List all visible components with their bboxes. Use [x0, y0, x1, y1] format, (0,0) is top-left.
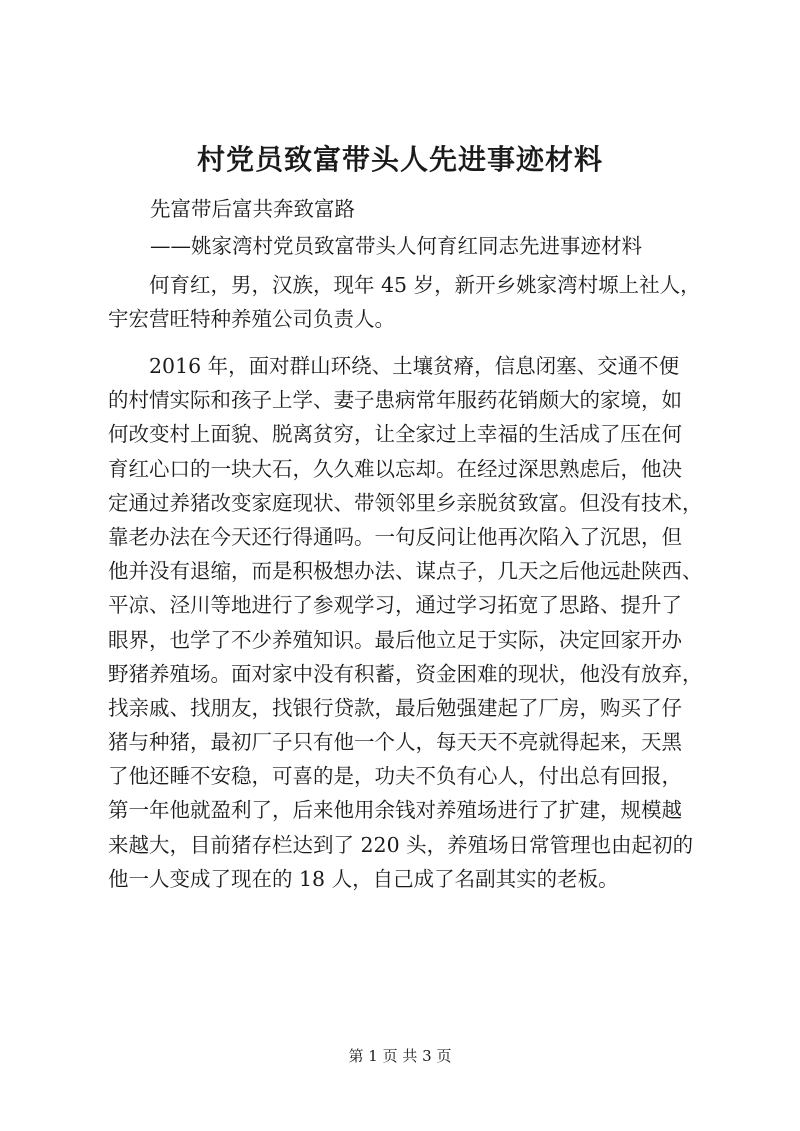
paragraph-line: 他一人变成了现在的 18 人，自己成了名副其实的老板。: [108, 866, 619, 891]
paragraph-line: 2016 年，面对群山环绕、土壤贫瘠，信息闭塞、交通不便: [149, 354, 680, 378]
paragraph-line: 何改变村上面貌、脱离贫穷，让全家过上幸福的生活成了压在何: [108, 422, 682, 447]
paragraph-line: 了他还睡不安稳，可喜的是，功夫不负有心人，付出总有回报，: [108, 764, 682, 789]
paragraph-line: 野猪养殖场。面对家中没有积蓄，资金困难的现状，他没有放弃，: [108, 661, 703, 686]
paragraph-line: 的村情实际和孩子上学、妻子患病常年服药花销颇大的家境，如: [108, 388, 682, 413]
paragraph-line: 平凉、泾川等地进行了参观学习，通过学习拓宽了思路、提升了: [108, 593, 682, 618]
subtitle-line: 先富带后富共奔致富路: [150, 197, 355, 221]
paragraph-line: 育红心口的一块大石，久久难以忘却。在经过深思熟虑后，他决: [108, 456, 682, 481]
paragraph-1: [108, 268, 708, 336]
paragraph-line: 眼界，也学了不少养殖知识。最后他立足于实际，决定回家开办: [108, 627, 682, 652]
paragraph-line: 靠老办法在今天还行得通吗。一句反问让他再次陷入了沉思，但: [108, 524, 682, 549]
paragraph-line: 找亲戚、找朋友，找银行贷款，最后勉强建起了厂房，购买了仔: [108, 695, 682, 720]
paragraph-line: 第一年他就盈利了，后来他用余钱对养殖场进行了扩建，规模越: [108, 798, 682, 823]
paragraph-line: 宇宏营旺特种养殖公司负责人。: [108, 307, 395, 332]
paragraph-2: [108, 349, 708, 896]
document-byline: [150, 229, 710, 263]
document-subtitle: [150, 192, 710, 226]
byline-line: ——姚家湾村党员致富带头人何育红同志先进事迹材料: [150, 234, 642, 258]
page-footer: 第 1 页 共 3 页: [348, 1047, 452, 1065]
paragraph-line: 何育红，男，汉族，现年 45 岁，新开乡姚家湾村塬上社人，: [149, 273, 701, 297]
paragraph-line: 他并没有退缩，而是积极想办法、谋点子，几天之后他远赴陕西、: [108, 559, 703, 584]
paragraph-line: 定通过养猪改变家庭现状、带领邻里乡亲脱贫致富。但没有技术，: [108, 490, 703, 515]
paragraph-line: 来越大，目前猪存栏达到了 220 头，养殖场日常管理也由起初的: [108, 832, 694, 857]
document-title: 村党员致富带头人先进事迹材料: [196, 143, 603, 176]
paragraph-line: 猪与种猪，最初厂子只有他一个人，每天天不亮就得起来，天黑: [108, 730, 682, 755]
